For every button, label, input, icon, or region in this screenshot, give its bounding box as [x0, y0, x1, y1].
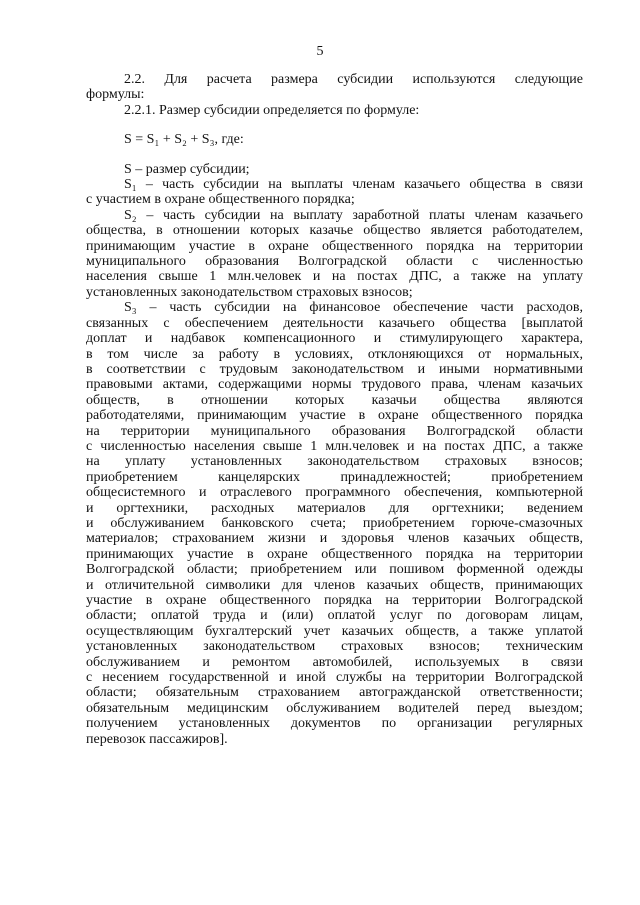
text-line: S₂ – часть субсидии на выплату заработной платы членам казачьего [124, 207, 583, 223]
text-line: с участием в охране общественного порядка; [86, 192, 355, 208]
text-line: установленных законодательством страховых взносов; техническим [86, 639, 583, 655]
text-line: обязательным медицинским обслуживанием водителей перед выездом; [86, 700, 583, 716]
text-line: формулы: [86, 87, 145, 103]
text-line: области; обязательным страхованием автогражданской ответственности; [86, 685, 583, 701]
text-line: S₃ – часть субсидии на финансовое обеспечение части расходов, [124, 300, 583, 316]
text-line: установленных законодательством страховых взносов; [86, 284, 413, 300]
text-line: осуществляющим бухгалтерский учет казачьих обществ, а также уплатой [86, 623, 583, 639]
text-line: общесистемного и отраслевого программного обеспечения, компьютерной [86, 485, 583, 501]
text-line: работодателями, принимающим участие в охране общественного порядка [86, 408, 583, 424]
document-body [86, 72, 583, 747]
text-line: и обслуживанием банковского счета; приобретением горюче-смазочных [86, 515, 583, 531]
text-line: обслуживанием и ремонтом автомобилей, используемых в связи [86, 654, 583, 670]
text-line: S = S₁ + S₂ + S₃, где: [124, 132, 244, 148]
text-line: Волгоградской области; приобретением или пошивом форменной одежды [86, 562, 583, 578]
text-line: в соответствии с трудовым законодательством и иными нормативными [86, 361, 583, 377]
text-line: приобретением канцелярских принадлежностей; приобретением [86, 469, 583, 485]
text-line: муниципального образования Волгоградской области с численностью [86, 254, 583, 270]
text-line: перевозок пассажиров]. [86, 731, 228, 747]
text-line: на территории муниципального образования Волгоградской области [86, 423, 583, 439]
text-line: правовыми актами, содержащими нормы трудового права, членам казачьих [86, 377, 583, 393]
text-line: в том числе за работу в условиях, отклоняющихся от нормальных, [86, 346, 583, 362]
text-line: 2.2. Для расчета размера субсидии используются следующие [124, 72, 583, 87]
text-line: принимающих участие в охране общественного порядка на территории [86, 546, 583, 562]
text-line: обществ, в отношении которых казачьи общества являются [86, 392, 583, 408]
page-number: 5 [316, 44, 324, 59]
text-line: населения свыше 1 млн.человек и на постах ДПС, а также на уплату [86, 269, 583, 285]
text-line: общества, в отношении которых казачье общество является работодателем, [86, 223, 583, 239]
text-line: доплат и надбавок компенсационного и стимулирующего характера, [86, 331, 583, 347]
text-line: S – размер субсидии; [124, 161, 250, 177]
text-line: получением установленных документов по организации регулярных [86, 716, 583, 732]
text-line: связанных с обеспечением деятельности казачьего общества [выплатой [86, 315, 583, 331]
text-line: принимающим участие в охране общественного порядка на территории [86, 238, 583, 254]
text-line: материалов; страхованием жизни и здоровья членов казачьих обществ, [86, 531, 583, 547]
text-line: с численностью населения свыше 1 млн.человек и на постах ДПС, а также [86, 438, 583, 454]
text-line: участие в охране общественного порядка на территории Волгоградской [86, 593, 583, 608]
text-line: и отличительной символики для членов казачьих обществ, принимающих [86, 577, 583, 593]
text-line: на уплату установленных законодательством страховых взносов; [86, 454, 583, 470]
text-line: с несением государственной и иной службы на территории Волгоградской [86, 670, 583, 686]
text-line: S₁ – часть субсидии на выплаты членам казачьего общества в связи [124, 177, 583, 193]
text-line: и оргтехники, расходных материалов для оргтехники; ведением [86, 500, 583, 516]
text-line: области; оплатой труда и (или) оплатой услуг по договорам лицам, [86, 608, 583, 624]
text-line: 2.2.1. Размер субсидии определяется по формуле: [124, 102, 420, 118]
